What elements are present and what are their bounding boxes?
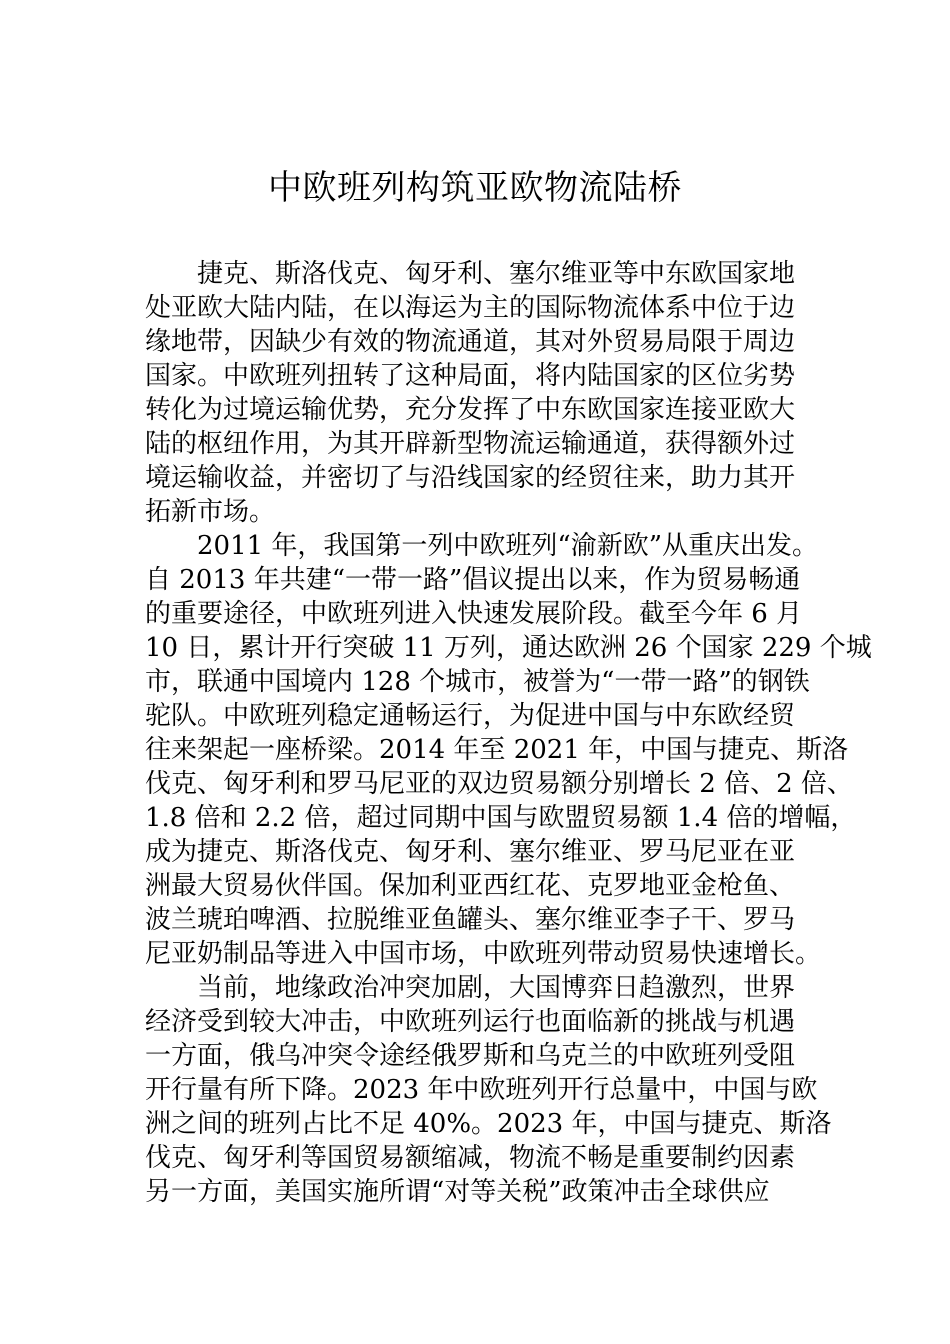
paragraph-3-line-5: 洲之间的班列占比不足 40%。2023 年，中国与捷克、斯洛 — [145, 1109, 832, 1139]
paragraph-2-line-6: 驼队。中欧班列稳定通畅运行，为促进中国与中东欧经贸 — [145, 701, 796, 731]
paragraph-2-line-4: 10 日，累计开行突破 11 万列，通达欧洲 26 个国家 229 个城 — [145, 633, 872, 663]
paragraph-3-line-7: 另一方面，美国实施所谓“对等关税”政策冲击全球供应 — [145, 1177, 770, 1207]
paragraph-1-line-6: 陆的枢纽作用，为其开辟新型物流运输通道，获得额外过 — [145, 429, 796, 459]
paragraph-3-line-4: 开行量有所下降。2023 年中欧班列开行总量中，中国与欧 — [145, 1075, 818, 1105]
paragraph-2-line-5: 市，联通中国境内 128 个城市，被誉为“一带一路”的钢铁 — [145, 667, 810, 697]
paragraph-1-line-7: 境运输收益，并密切了与沿线国家的经贸往来，助力其开 — [145, 463, 796, 493]
paragraph-1-line-4: 国家。中欧班列扭转了这种局面，将内陆国家的区位劣势 — [145, 361, 796, 391]
paragraph-2-line-10: 成为捷克、斯洛伐克、匈牙利、塞尔维亚、罗马尼亚在亚 — [145, 837, 796, 867]
paragraph-2-line-7: 往来架起一座桥梁。2014 年至 2021 年，中国与捷克、斯洛 — [145, 735, 849, 765]
paragraph-2-line-9: 1.8 倍和 2.2 倍，超过同期中国与欧盟贸易额 1.4 倍的增幅， — [145, 803, 857, 833]
paragraph-2-line-3: 的重要途径，中欧班列进入快速发展阶段。截至今年 6 月 — [145, 599, 803, 629]
paragraph-2-line-13: 尼亚奶制品等进入中国市场，中欧班列带动贸易快速增长。 — [145, 939, 822, 969]
document-title: 中欧班列构筑亚欧物流陆桥 — [268, 168, 682, 208]
paragraph-1-line-3: 缘地带，因缺少有效的物流通道，其对外贸易局限于周边 — [145, 327, 796, 357]
paragraph-2-line-2: 自 2013 年共建“一带一路”倡议提出以来，作为贸易畅通 — [145, 565, 801, 595]
paragraph-2-line-11: 洲最大贸易伙伴国。保加利亚西红花、克罗地亚金枪鱼、 — [145, 871, 796, 901]
paragraph-3-line-6: 伐克、匈牙利等国贸易额缩减，物流不畅是重要制约因素 — [145, 1143, 796, 1173]
paragraph-1-line-5: 转化为过境运输优势，充分发挥了中东欧国家连接亚欧大 — [145, 395, 796, 425]
paragraph-3-line-3: 一方面，俄乌冲突令途经俄罗斯和乌克兰的中欧班列受阻 — [145, 1041, 796, 1071]
paragraph-3-line-2: 经济受到较大冲击，中欧班列运行也面临新的挑战与机遇 — [145, 1007, 796, 1037]
paragraph-1-line-8: 拓新市场。 — [145, 497, 276, 527]
paragraph-3-line-1: 当前，地缘政治冲突加剧，大国博弈日趋激烈，世界 — [197, 973, 796, 1003]
paragraph-2-line-8: 伐克、匈牙利和罗马尼亚的双边贸易额分别增长 2 倍、2 倍、 — [145, 769, 853, 799]
paragraph-1-line-1: 捷克、斯洛伐克、匈牙利、塞尔维亚等中东欧国家地 — [197, 259, 796, 289]
paragraph-1-line-2: 处亚欧大陆内陆，在以海运为主的国际物流体系中位于边 — [145, 293, 796, 323]
paragraph-2-line-1: 2011 年，我国第一列中欧班列“渝新欧”从重庆出发。 — [197, 531, 819, 561]
paragraph-2-line-12: 波兰琥珀啤酒、拉脱维亚鱼罐头、塞尔维亚李子干、罗马 — [145, 905, 796, 935]
